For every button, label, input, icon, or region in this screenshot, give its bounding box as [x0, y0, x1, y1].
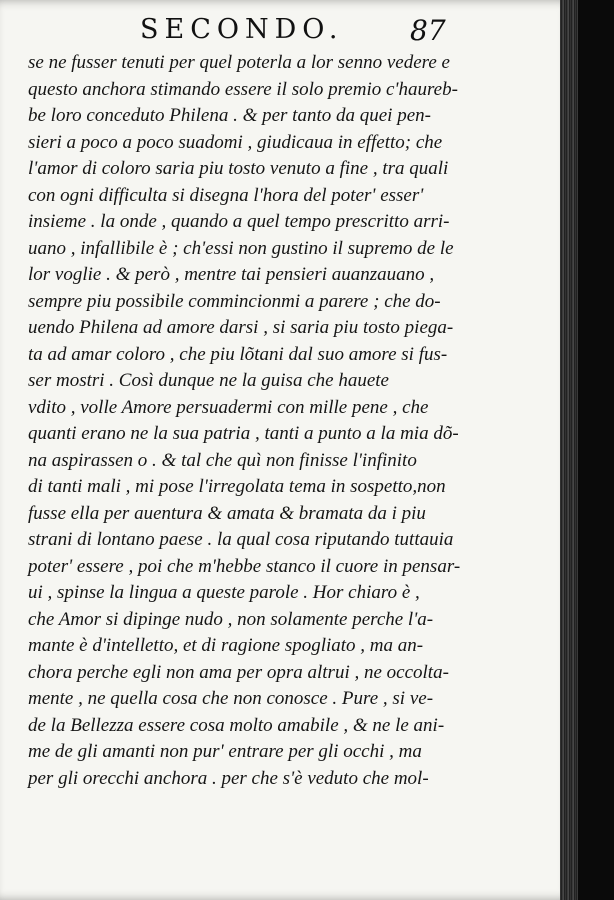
text-line: quanti erano ne la sua patria , tanti a punto a la mia dõ-	[28, 423, 459, 444]
text-line: sieri a poco a poco suadomi , giudicaua in effetto; che	[28, 131, 443, 153]
text-line: mante è d'intelletto, et di ragione spogliato , ma an-	[28, 635, 424, 656]
text-line: ser mostri . Così dunque ne la guisa che hauete	[28, 370, 389, 391]
text-line: l'amor di coloro saria piu tosto venuto a fine , tra quali	[28, 158, 449, 179]
text-line: fusse ella per auentura & amata & bramata da i piu	[28, 502, 426, 524]
text-line: che Amor si dipinge nudo , non solamente perche l'a-	[28, 608, 434, 630]
text-line: uendo Philena ad amore darsi , si saria piu tosto piega-	[28, 317, 454, 338]
text-line: ta ad amar coloro , che piu lõtani dal suo amore si fus-	[28, 343, 448, 365]
text-line: con ogni difficulta si disegna l'hora del poter' esser'	[28, 184, 424, 206]
book-page-edges	[560, 0, 614, 900]
text-line: lor voglie . & però , mentre tai pensieri auanzauano ,	[28, 264, 435, 285]
text-line: questo anchora stimando essere il solo premio c'haureb-	[28, 78, 458, 100]
text-line: de la Bellezza essere cosa molto amabile , & ne le ani-	[28, 714, 445, 736]
text-line: uano , infallibile è ; ch'essi non gustino il supremo de le	[28, 237, 454, 259]
text-line: insieme . la onde , quando a quel tempo prescritto arri-	[28, 211, 450, 232]
text-line: me de gli amanti non pur' entrare per gli occhi , ma	[28, 741, 422, 762]
running-header: SECONDO.	[140, 14, 344, 45]
page-number: 87	[410, 14, 446, 47]
text-line: strani di lontano paese . la qual cosa riputando tuttauia	[28, 529, 454, 550]
text-line: ui , spinse la lingua a queste parole . Hor chiaro è ,	[28, 582, 420, 603]
text-line: poter' essere , poi che m'hebbe stanco il cuore in pensar-	[28, 555, 461, 577]
text-line: mente , ne quella cosa che non conosce . Pure , si ve-	[28, 688, 434, 709]
text-line: se ne fusser tenuti per quel poterla a lor senno vedere e	[28, 52, 450, 73]
text-line: vdito , volle Amore persuadermi con mille pene , che	[28, 396, 429, 418]
text-line: be loro conceduto Philena . & per tanto da quei pen-	[28, 105, 431, 126]
text-line: di tanti mali , mi pose l'irregolata tema in sospetto,non	[28, 476, 446, 497]
text-line: per gli orecchi anchora . per che s'è veduto che mol-	[28, 767, 429, 789]
text-line: na aspirassen o . & tal che quì non finisse l'infinito	[28, 449, 417, 471]
text-line: sempre piu possibile commincionmi a parere ; che do-	[28, 290, 441, 312]
text-line: chora perche egli non ama per opra altrui , ne occolta-	[28, 661, 449, 683]
body-text	[28, 50, 468, 792]
